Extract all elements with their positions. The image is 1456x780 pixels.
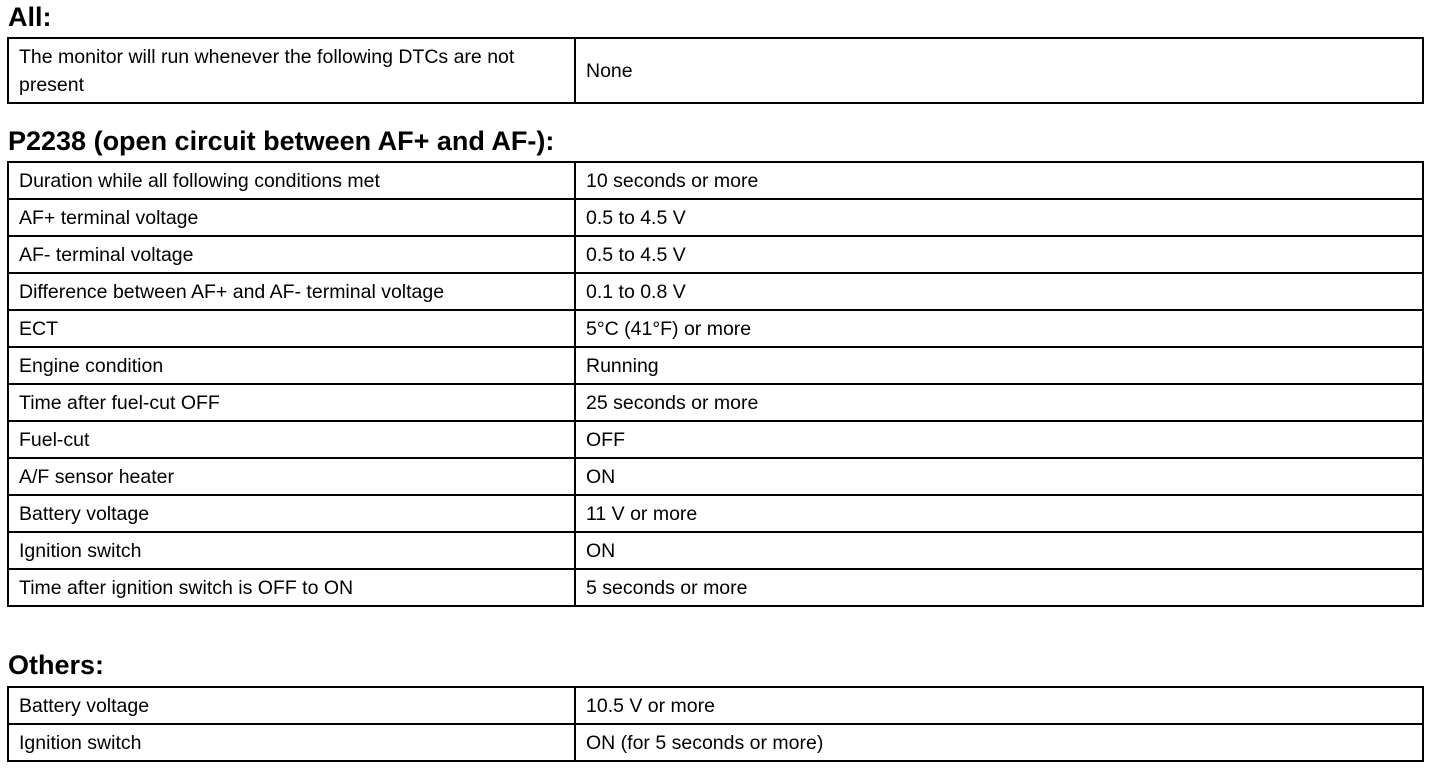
table-row xyxy=(8,724,1423,761)
table-row xyxy=(8,458,1423,495)
condition-label: Battery voltage xyxy=(8,687,575,724)
condition-value: None xyxy=(575,38,1423,103)
table-row xyxy=(8,495,1423,532)
conditions-table-all xyxy=(7,37,1424,104)
condition-label: Time after fuel-cut OFF xyxy=(8,384,575,421)
condition-label: Duration while all following conditions met xyxy=(8,162,575,199)
table-row xyxy=(8,569,1423,606)
condition-value: ON xyxy=(575,532,1423,569)
condition-value: 25 seconds or more xyxy=(575,384,1423,421)
condition-value: 0.1 to 0.8 V xyxy=(575,273,1423,310)
table-row xyxy=(8,38,1423,103)
condition-label: Battery voltage xyxy=(8,495,575,532)
condition-label: Ignition switch xyxy=(8,724,575,761)
condition-label: A/F sensor heater xyxy=(8,458,575,495)
table-row xyxy=(8,236,1423,273)
section-title-others: Others: xyxy=(8,650,105,680)
condition-label: Ignition switch xyxy=(8,532,575,569)
condition-value: 0.5 to 4.5 V xyxy=(575,236,1423,273)
table-row xyxy=(8,384,1423,421)
condition-value: ON (for 5 seconds or more) xyxy=(575,724,1423,761)
table-row xyxy=(8,347,1423,384)
condition-label: Difference between AF+ and AF- terminal voltage xyxy=(8,273,575,310)
table-row xyxy=(8,199,1423,236)
condition-label: The monitor will run whenever the following DTCs are not present xyxy=(8,38,575,103)
condition-label: Time after ignition switch is OFF to ON xyxy=(8,569,575,606)
conditions-table-others xyxy=(7,686,1424,762)
condition-label: AF- terminal voltage xyxy=(8,236,575,273)
condition-value: 0.5 to 4.5 V xyxy=(575,199,1423,236)
condition-value: 11 V or more xyxy=(575,495,1423,532)
section-title-p2238: P2238 (open circuit between AF+ and AF-): xyxy=(8,126,555,156)
condition-label: AF+ terminal voltage xyxy=(8,199,575,236)
table-row xyxy=(8,421,1423,458)
condition-label: Engine condition xyxy=(8,347,575,384)
condition-value: 10.5 V or more xyxy=(575,687,1423,724)
conditions-table-p2238 xyxy=(7,161,1424,607)
condition-value: Running xyxy=(575,347,1423,384)
table-row xyxy=(8,273,1423,310)
table-row xyxy=(8,532,1423,569)
table-row xyxy=(8,310,1423,347)
condition-value: ON xyxy=(575,458,1423,495)
table-row xyxy=(8,162,1423,199)
condition-label: ECT xyxy=(8,310,575,347)
condition-value: 5 seconds or more xyxy=(575,569,1423,606)
condition-value: 5°C (41°F) or more xyxy=(575,310,1423,347)
table-row xyxy=(8,687,1423,724)
condition-value: 10 seconds or more xyxy=(575,162,1423,199)
condition-label: Fuel-cut xyxy=(8,421,575,458)
section-title-all: All: xyxy=(8,2,52,32)
condition-value: OFF xyxy=(575,421,1423,458)
